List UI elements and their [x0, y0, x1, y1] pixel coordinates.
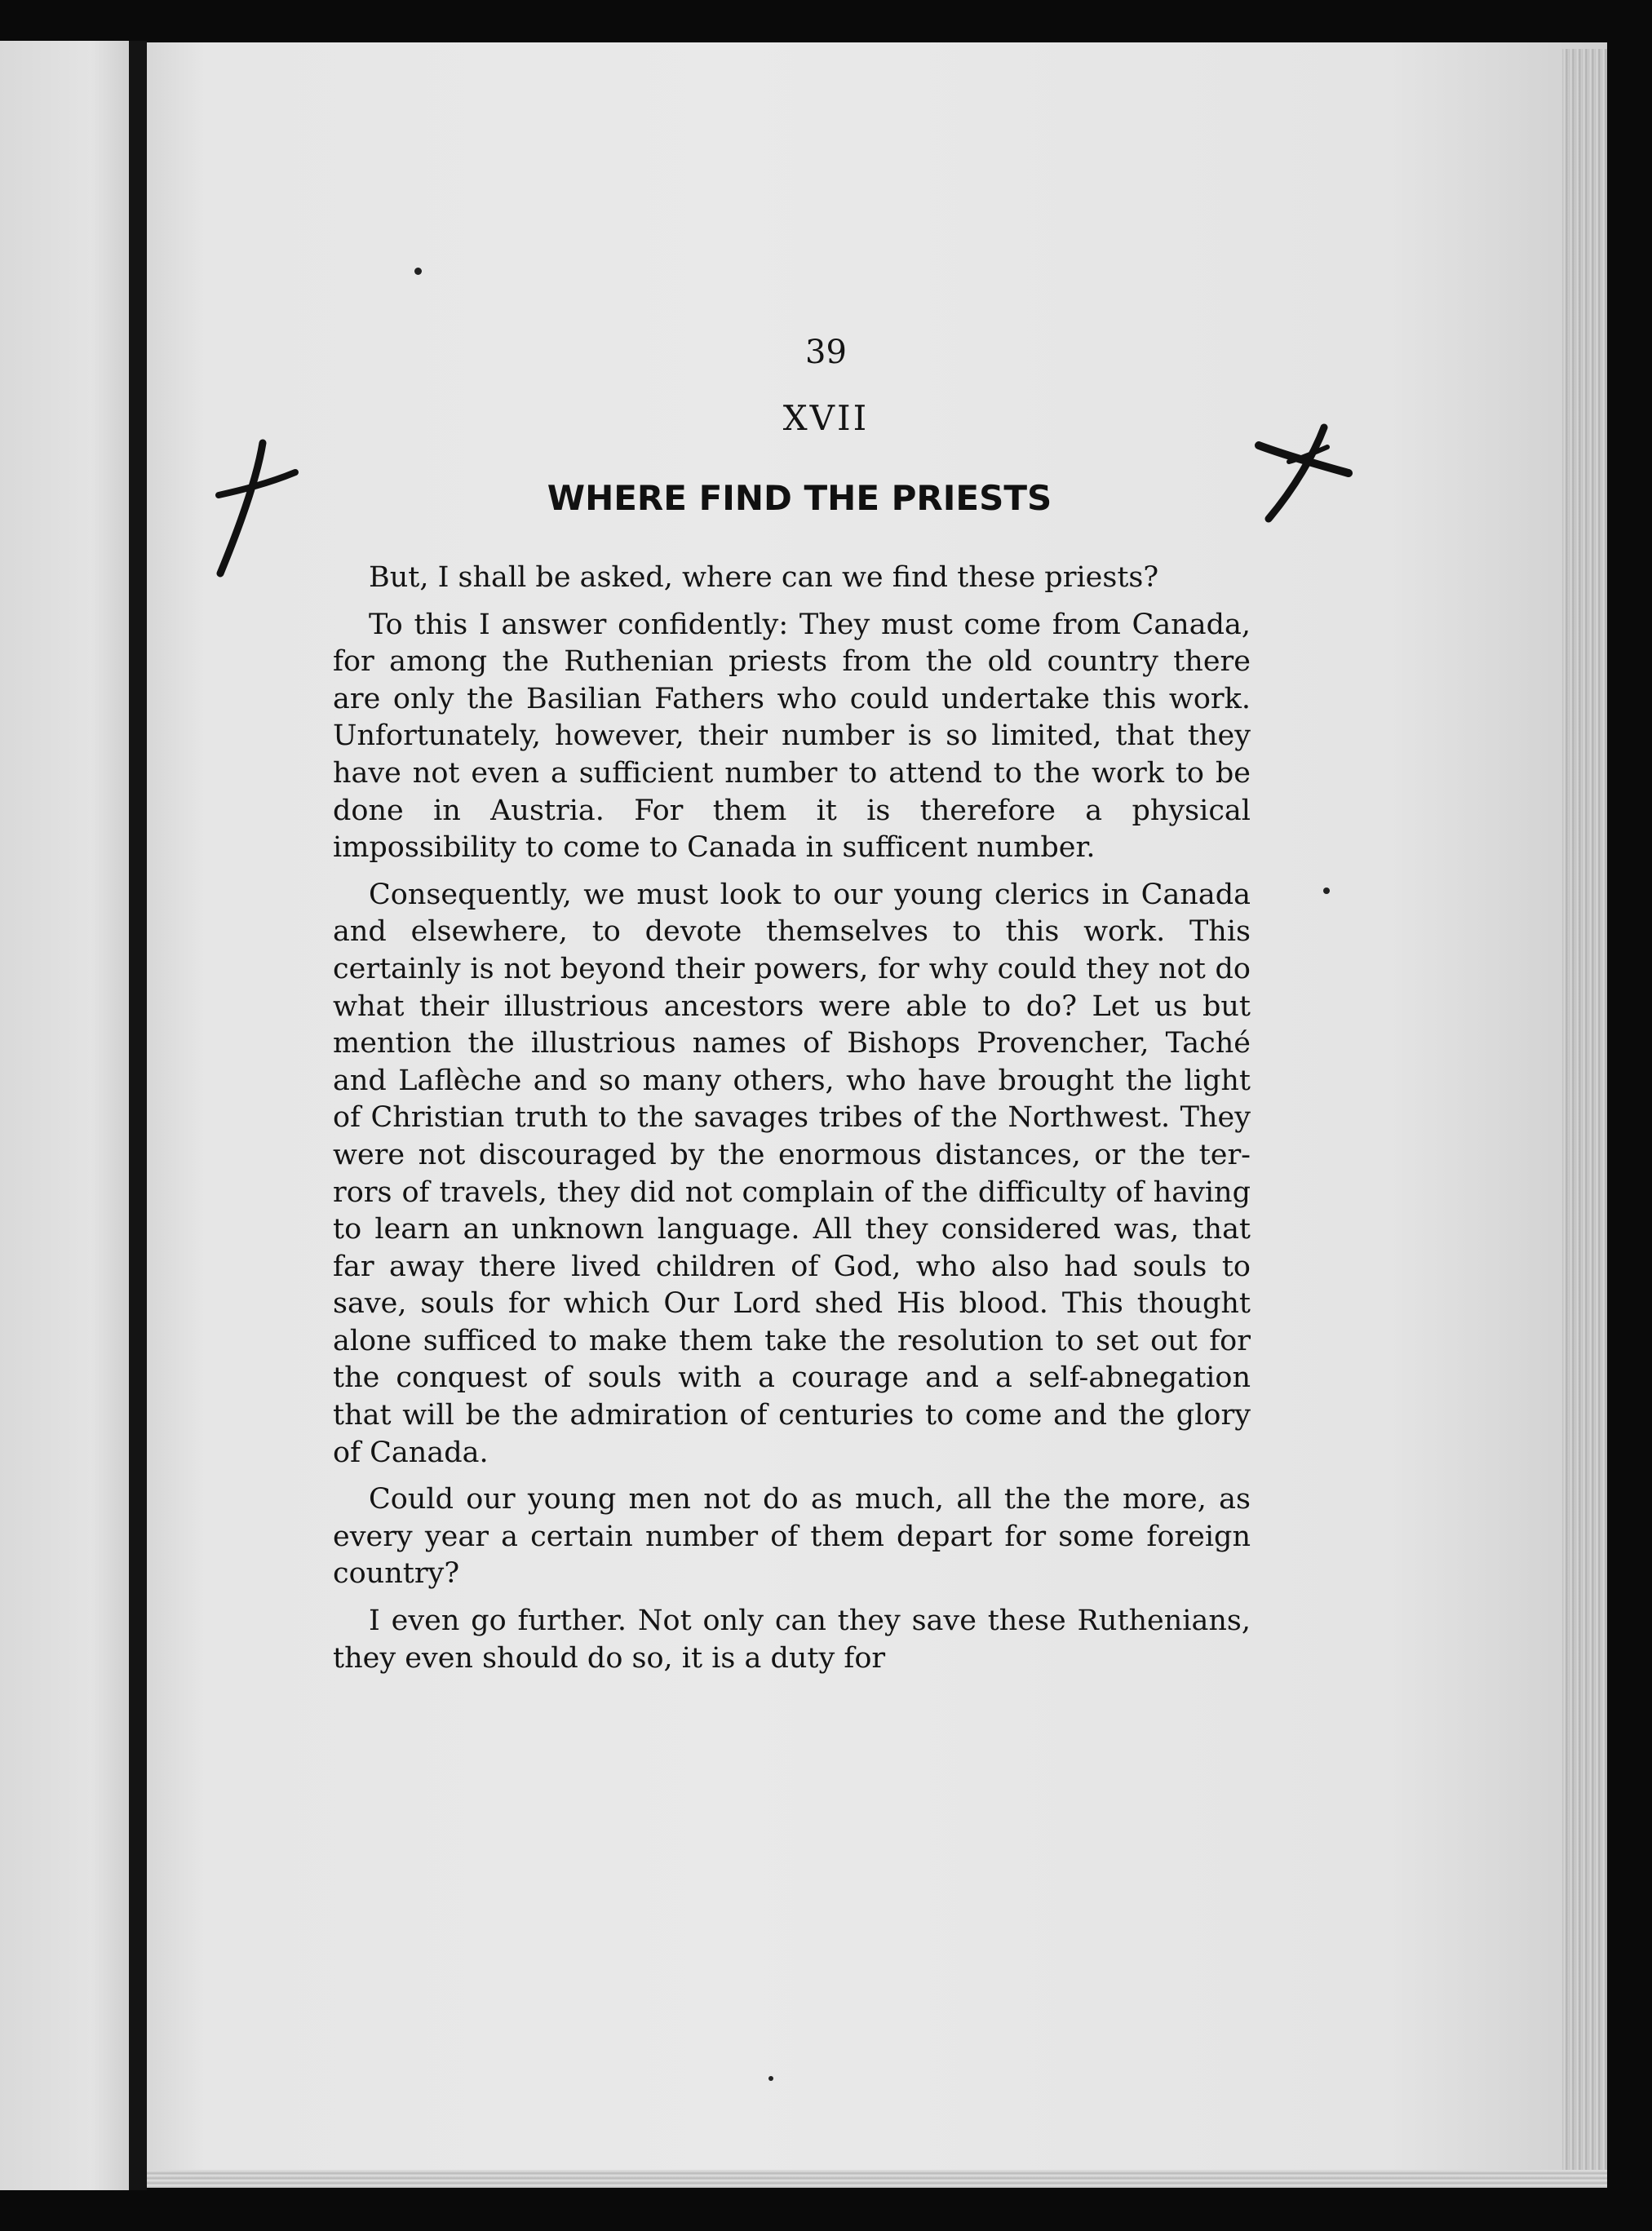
paragraph: I even go further. Not only can they save these Ruthenians, they even should do so, it is a duty for [333, 1605, 1251, 1675]
paragraph: To this I answer confidently: They must come from Canada, for among the Ruthenian priests from the old country there are only the Basilian Fathers who could undertake this work. Unfortunately, however, their number is so limited, that they have not even a sufficient number to attend to the work to be done in Austria. For them it is therefore a physical impossibility to come to Canada in sufficent number. [333, 608, 1251, 865]
paragraph: Consequently, we must look to our young clerics in Canada and elsewhere, to devote themselves to this work. This certainly is not beyond their powers, for why could they not do what their illustrious ancestors were able to do? Let us but mention the illustrious names of Bishops Provencher, Taché and Laflèche and so many others, who have brought the light of Christian truth to the savages tribes of the Northwest. They were not discouraged by the enormous distances, or the terrors of travels, they did not complain of the difficulty of having to learn an unknown language. All they considered was, that far away there lived children of God, who also had souls to save, souls for which Our Lord shed His blood. This thought alone sufficed to make them take the resolution to set out for the conquest of souls with a courage and a self-abnegation that will be the admiration of centuries to come and the glory of Canada. [333, 878, 1251, 1469]
ink-speck [414, 268, 422, 275]
ink-speck [768, 2076, 773, 2081]
chapter-number: XVII [782, 398, 870, 438]
ink-speck [1323, 888, 1330, 894]
paragraph: Could our young men not do as much, all the the more, as every year a certain number of them depart for some foreign country? [333, 1483, 1251, 1591]
chapter-title: WHERE FIND THE PRIESTS [547, 478, 1052, 518]
paragraph: But, I shall be asked, where can we find these priests? [369, 561, 1159, 594]
page-number: 39 [805, 334, 847, 371]
right-page-edges [1562, 49, 1607, 2186]
bottom-page-edges [147, 2170, 1607, 2188]
body-text [333, 560, 1251, 1687]
